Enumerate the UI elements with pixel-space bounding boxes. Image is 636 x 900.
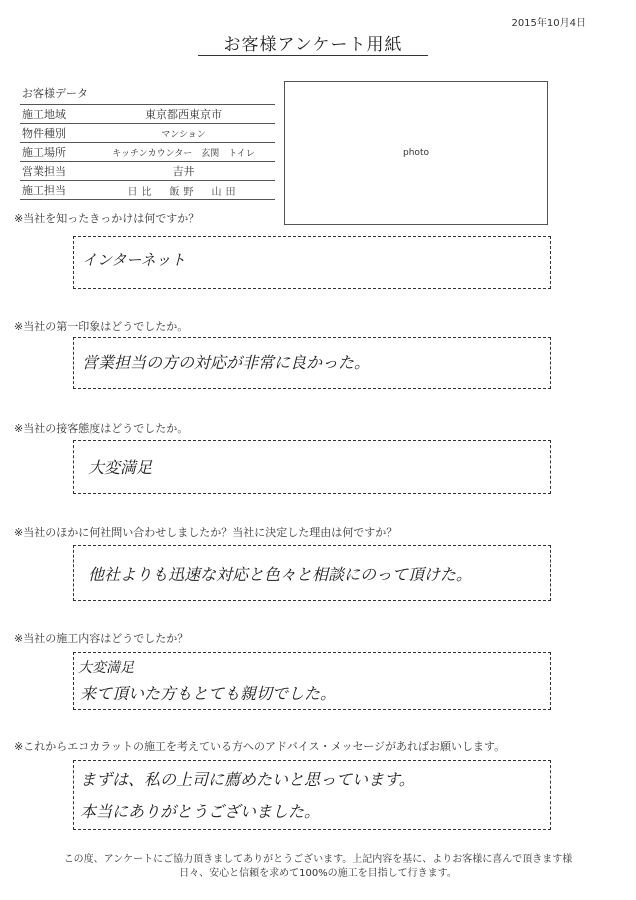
table-row (20, 181, 275, 200)
answer-1-line-1: インターネット (82, 251, 186, 269)
table-row (20, 105, 275, 124)
answer-box-3 (73, 440, 551, 494)
answer-6-line-2: 本当にありがとうございました。 (80, 802, 321, 821)
answer-4-line-1: 他社よりも迅速な対応と色々と相談にのって頂けた。 (88, 565, 472, 584)
row-value: マンション (92, 124, 275, 143)
row-key: 施工担当 (20, 181, 92, 200)
question-5: ※当社の施工内容はどうでしたか？ (14, 632, 189, 645)
answer-3-line-1: 大変満足 (88, 458, 153, 477)
customer-data-table (20, 104, 275, 200)
question-4: ※当社のほかに何社問い合わせしましたか？当社に決定した理由は何ですか？ (14, 526, 398, 539)
row-key: 物件種別 (20, 124, 92, 143)
answer-box-6 (73, 760, 551, 830)
row-value: 日比 飯野 山田 (92, 181, 275, 200)
row-value: 吉井 (92, 162, 275, 181)
footer-note (0, 853, 636, 881)
row-value: 東京都西東京市 (92, 105, 275, 124)
photo-label: photo (403, 148, 429, 158)
answer-6-line-1: まずは、私の上司に薦めたいと思っています。 (80, 770, 415, 789)
customer-data-label: お客様データ (22, 87, 88, 100)
answer-5-line-1: 大変満足 (78, 660, 134, 676)
question-6: ※これからエコカラットの施工を考えている方へのアドバイス・メッセージがあればお願いします。 (14, 740, 506, 753)
survey-date: 2015年10月4日 (511, 18, 586, 29)
table-row (20, 124, 275, 143)
footer-line-1: この度、アンケートにご協力頂きましてありがとうございます。上記内容を基に、よりお客様に喜んで頂きます様 (63, 854, 573, 865)
row-value: キッチンカウンター 玄関 トイレ (92, 143, 275, 162)
answer-2-line-1: 営業担当の方の対応が非常に良かった。 (82, 353, 371, 372)
row-key: 施工地域 (20, 105, 92, 124)
row-key: 営業担当 (20, 162, 92, 181)
answer-5-line-2: 来て頂いた方もとても親切でした。 (80, 684, 337, 703)
question-3: ※当社の接客態度はどうでしたか。 (14, 422, 189, 435)
table-row (20, 143, 275, 162)
answer-box-1 (73, 236, 551, 289)
answer-box-5 (73, 652, 551, 710)
question-1: ※当社を知ったきっかけは何ですか？ (14, 212, 200, 225)
page-title: お客様アンケート用紙 (198, 30, 428, 56)
row-key: 施工場所 (20, 143, 92, 162)
photo-placeholder (284, 81, 548, 225)
answer-box-4 (73, 545, 551, 601)
table-row (20, 162, 275, 181)
footer-line-2: 日々、安心と信頼を求めて100%の施工を目指して行きます。 (179, 868, 457, 879)
answer-box-2 (73, 337, 551, 389)
question-2: ※当社の第一印象はどうでしたか。 (14, 320, 189, 333)
